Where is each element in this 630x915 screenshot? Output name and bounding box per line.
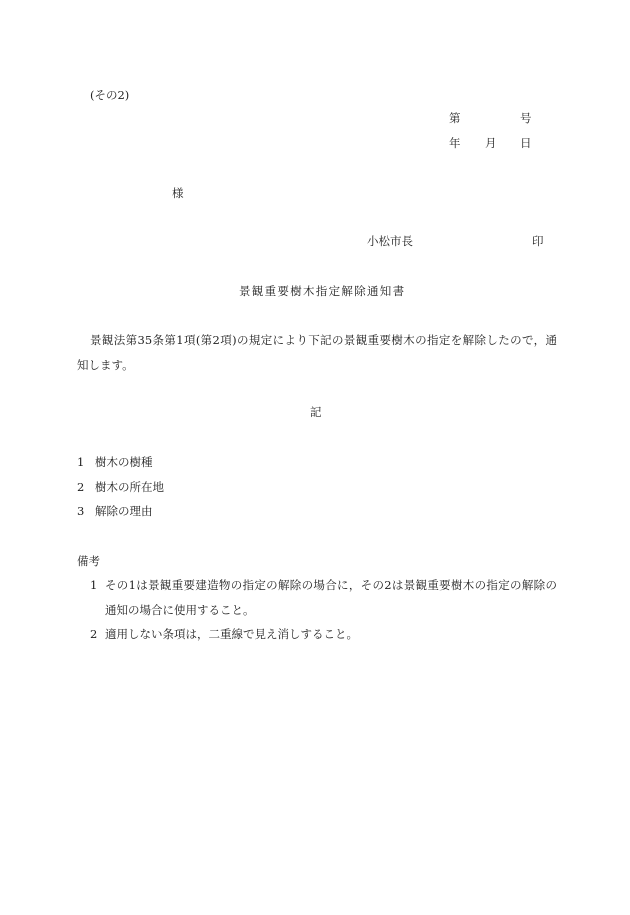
item-label: 樹木の所在地 xyxy=(95,480,164,494)
notes-heading: 備考 xyxy=(77,554,100,568)
item-number: 1 xyxy=(77,455,85,469)
note-number: 1 xyxy=(90,578,98,592)
addressee-honorific: 様 xyxy=(172,186,184,200)
number-suffix: 号 xyxy=(520,111,532,125)
note-line: その1は景観重要建造物の指定の解除の場合に，その2は景観重要樹木の指定の解除の xyxy=(105,578,557,592)
note-line: 適用しない条項は，二重線で見え消しすること。 xyxy=(105,627,358,641)
item-number: 2 xyxy=(77,480,85,494)
year-label: 年 xyxy=(449,136,461,150)
note-number: 2 xyxy=(90,627,98,641)
document-title: 景観重要樹木指定解除通知書 xyxy=(239,284,406,298)
month-label: 月 xyxy=(485,136,497,150)
body-line-2: 知します。 xyxy=(77,358,134,372)
sender-name: 小松市長 xyxy=(367,234,413,248)
number-prefix: 第 xyxy=(449,111,461,125)
item-label: 樹木の樹種 xyxy=(95,455,153,469)
body-line-1: 景観法第35条第1項(第2項)の規定により下記の景観重要樹木の指定を解除したので，通 xyxy=(90,333,557,347)
seal-mark: 印 xyxy=(532,234,544,248)
ki-heading: 記 xyxy=(310,405,322,419)
item-number: 3 xyxy=(77,504,85,518)
note-line: 通知の場合に使用すること。 xyxy=(105,603,255,617)
form-variant-label: (その2) xyxy=(90,88,130,102)
day-label: 日 xyxy=(520,136,532,150)
item-label: 解除の理由 xyxy=(95,504,153,518)
